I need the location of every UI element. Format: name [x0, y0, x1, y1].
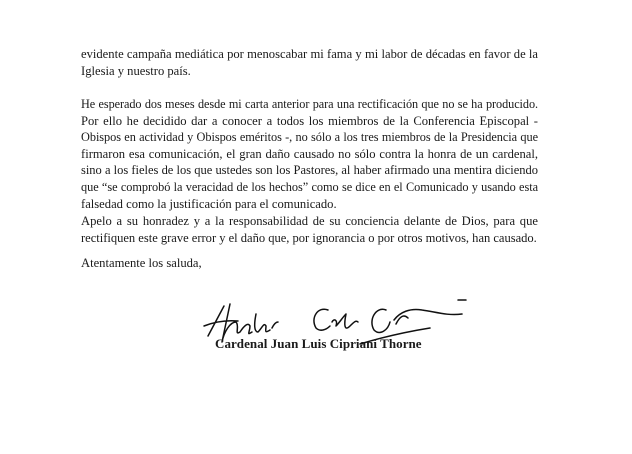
- paragraph-line: Por ello he decidido dar a conocer a todos los miembros de la Conferencia Episcopal -: [81, 113, 538, 128]
- paragraph-line: He esperado dos meses desde mi carta anterior para una rectificación que no se ha producido.: [81, 97, 538, 111]
- paragraph-line: evidente campaña mediática por menoscabar mi fama y mi labor de décadas en favor de la: [81, 47, 538, 61]
- paragraph-2: [81, 96, 538, 212]
- paragraph-line: sino a los fieles de los que ustedes son los Pastores, al haber afirmado una mentira diciendo: [81, 163, 538, 178]
- closing-salutation: Atentamente los saluda,: [81, 256, 202, 270]
- paragraph-line: Iglesia y nuestro país.: [81, 63, 191, 78]
- paragraph-line: que “se comprobó la veracidad de los hechos” como se dice en el Comunicado y usando esta: [81, 179, 538, 194]
- paragraph-3: [81, 213, 538, 246]
- paragraph-line: firmaron esa comunicación, el gran daño causado no sólo contra la honra de un cardenal,: [81, 146, 538, 161]
- paragraph-1: [81, 46, 538, 79]
- paragraph-line: Obispos en actividad y Obispos eméritos -, no sólo a los tres miembros de la Presidencia que: [81, 130, 538, 145]
- paragraph-line: rectifiquen este grave error y el daño que, por ignorancia o por otros motivos, han causado.: [81, 230, 537, 245]
- paragraph-line: Apelo a su honradez y a la responsabilidad de su conciencia delante de Dios, para que: [81, 214, 538, 228]
- signer-name: Cardenal Juan Luis Cipriani Thorne: [215, 336, 422, 351]
- paragraph-line: falsedad como la justificación para el comunicado.: [81, 196, 337, 211]
